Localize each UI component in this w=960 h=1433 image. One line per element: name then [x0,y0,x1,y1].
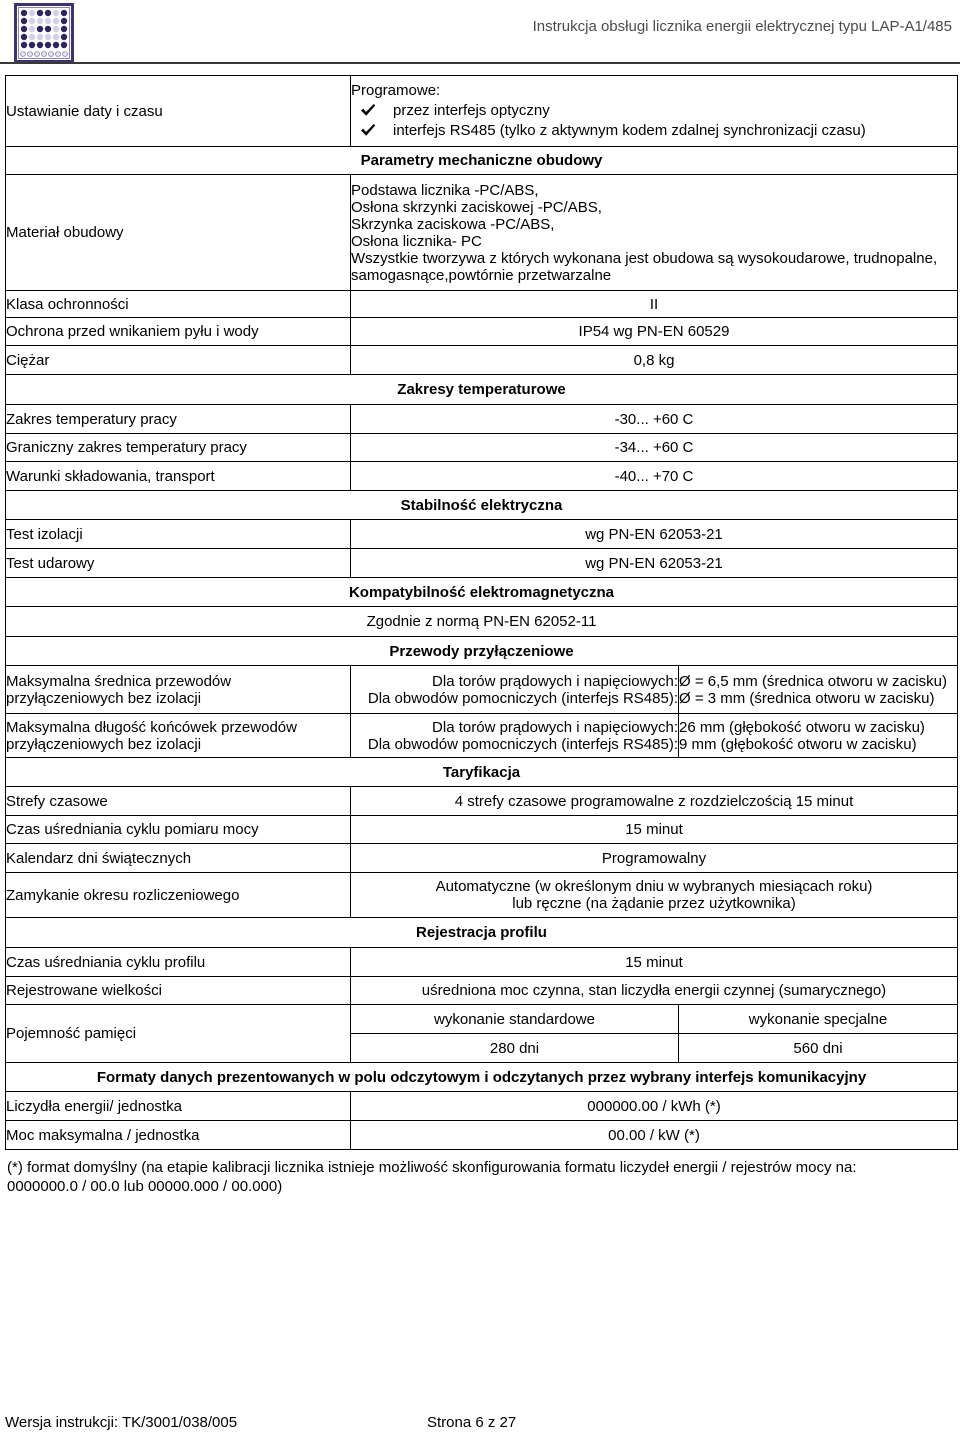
row-value: 15 minut [351,816,958,844]
section-heading: Zakresy temperaturowe [6,375,958,405]
circuit-value: 26 mm (głębokość otworu w zacisku) [679,718,925,736]
row-value: -34... +60 C [351,434,958,462]
section-heading: Parametry mechaniczne obudowy [6,147,958,175]
row-value: uśredniona moc czynna, stan liczydła energii czynnej (sumarycznego) [351,977,958,1005]
circuit-value: Ø = 3 mm (średnica otworu w zacisku) [679,689,935,707]
section-row [6,491,958,520]
row-value: 000000.00 / kWh (*) [351,1092,958,1121]
row-value: 00.00 / kW (*) [351,1121,958,1150]
row-label: Rejestrowane wielkości [6,977,351,1005]
checkmark-icon [360,103,376,117]
circuit-values [679,714,958,758]
spec-row [6,666,958,714]
row-label: Zakres temperatury pracy [6,405,351,434]
row-value: 15 minut [351,948,958,977]
spec-row [6,291,958,318]
spec-row [6,844,958,873]
specification-table [5,75,958,1150]
circuit-value: 9 mm (głębokość otworu w zacisku) [679,735,917,753]
row-label: Test udarowy [6,549,351,578]
circuit-label: Dla torów prądowych i napięciowych: [432,672,678,690]
row-time-setting [6,76,958,147]
row-label: Pojemność pamięci [6,1005,351,1063]
section-heading: Taryfikacja [6,758,958,787]
spec-row [6,873,958,918]
circuit-value: Ø = 6,5 mm (średnica otworu w zacisku) [679,672,948,690]
memory-capacity: 280 dni [351,1034,679,1063]
option-item [351,101,957,121]
row-value: II [351,291,958,318]
section-heading: Kompatybilność elektromagnetyczna [6,578,958,607]
row-label: Ochrona przed wnikaniem pyłu i wody [6,318,351,346]
row-label: Ustawianie daty i czasu [6,76,351,147]
spec-row [6,1121,958,1150]
section-row [6,918,958,948]
section-row [6,375,958,405]
row-label: Maksymalna średnica przewodów przyłączeniowych bez izolacji [6,666,351,714]
row-value: Programowalny [351,844,958,873]
section-row [6,578,958,607]
row-value: 4 strefy czasowe programowalne z rozdzielczością 15 minut [351,787,958,816]
option-label: przez interfejs optyczny [393,102,550,119]
time-setting-intro: Programowe: [351,82,441,99]
row-label: Graniczny zakres temperatury pracy [6,434,351,462]
option-label: interfejs RS485 (tylko z aktywnym kodem zdalnej synchronizacji czasu) [393,122,866,139]
row-label: Strefy czasowe [6,787,351,816]
circuit-label: Dla torów prądowych i napięciowych: [432,718,678,736]
row-label: Zamykanie okresu rozliczeniowego [6,873,351,918]
circuit-labels [351,714,679,758]
spec-row [6,318,958,346]
footnote: (*) format domyślny (na etapie kalibracji licznika istnieje możliwość skonfigurowania formatu liczydeł energii / rejestrów mocy na: 0000000.0 / 00.0 lub 00000.000 / 00.000) [7,1159,857,1195]
row-value: -30... +60 C [351,405,958,434]
time-setting-value [351,76,958,147]
circuit-label: Dla obwodów pomocniczych (interfejs RS485): [367,689,678,707]
footer-page-number: Strona 6 z 27 [427,1414,517,1431]
row-label: Ciężar [6,346,351,375]
circuit-label: Dla obwodów pomocniczych (interfejs RS485): [367,735,678,753]
row-label: Maksymalna długość końcówek przewodów przyłączeniowych bez izolacji [6,714,351,758]
spec-row [6,549,958,578]
row-label: Liczydła energii/ jednostka [6,1092,351,1121]
header-rule [0,62,960,64]
spec-row [6,346,958,375]
option-item [351,121,957,141]
row-label: Kalendarz dni świątecznych [6,844,351,873]
footer-version: Wersja instrukcji: TK/3001/038/005 [5,1414,238,1431]
section-row [6,147,958,175]
spec-row [6,520,958,549]
circuit-labels [351,666,679,714]
row-label: Czas uśredniania cyklu pomiaru mocy [6,816,351,844]
circuit-values [679,666,958,714]
company-logo [14,3,74,63]
section-row [6,758,958,787]
document-title: Instrukcja obsługi licznika energii elektrycznej typu LAP-A1/485 [532,18,952,35]
row-label: Klasa ochronności [6,291,351,318]
section-heading: Przewody przyłączeniowe [6,637,958,666]
checkmark-icon [360,123,376,137]
row-label: Test izolacji [6,520,351,549]
memory-capacity: 560 dni [679,1034,958,1063]
spec-row [6,948,958,977]
row-value: 0,8 kg [351,346,958,375]
row-value: wg PN-EN 62053-21 [351,549,958,578]
row-value: -40... +70 C [351,462,958,491]
emc-standard: Zgodnie z normą PN-EN 62052-11 [6,607,958,637]
row-value: wg PN-EN 62053-21 [351,520,958,549]
spec-row [6,434,958,462]
spec-row [6,816,958,844]
row-value: IP54 wg PN-EN 60529 [351,318,958,346]
memory-variant-name: wykonanie specjalne [679,1005,958,1034]
spec-row [6,714,958,758]
section-heading: Rejestracja profilu [6,918,958,948]
spec-row [6,175,958,291]
memory-variant-name: wykonanie standardowe [351,1005,679,1034]
spec-row [6,787,958,816]
row-label: Warunki składowania, transport [6,462,351,491]
spec-row [6,462,958,491]
section-heading: Stabilność elektryczna [6,491,958,520]
row-value: Podstawa licznika -PC/ABS, Osłona skrzynki zaciskowej -PC/ABS, Skrzynka zaciskowa -PC/ABS, Osłona licznika- PC Wszystkie tworzywa z których wykonana jest obudowa są wysokoudarowe, trudnopalne, samogasnące,powtórnie przetwarzalne [351,175,958,291]
spec-row [6,977,958,1005]
spec-row [6,607,958,637]
spec-row [6,1092,958,1121]
section-heading: Formaty danych prezentowanych w polu odczytowym i odczytanych przez wybrany interfejs komunikacyjny [6,1063,958,1092]
row-value: Automatyczne (w określonym dniu w wybranych miesiącach roku) lub ręczne (na żądanie przez użytkownika) [351,873,958,918]
row-label: Czas uśredniania cyklu profilu [6,948,351,977]
section-row [6,1063,958,1092]
section-row [6,637,958,666]
spec-row [6,1005,958,1034]
row-label: Materiał obudowy [6,175,351,291]
spec-row [6,405,958,434]
row-label: Moc maksymalna / jednostka [6,1121,351,1150]
